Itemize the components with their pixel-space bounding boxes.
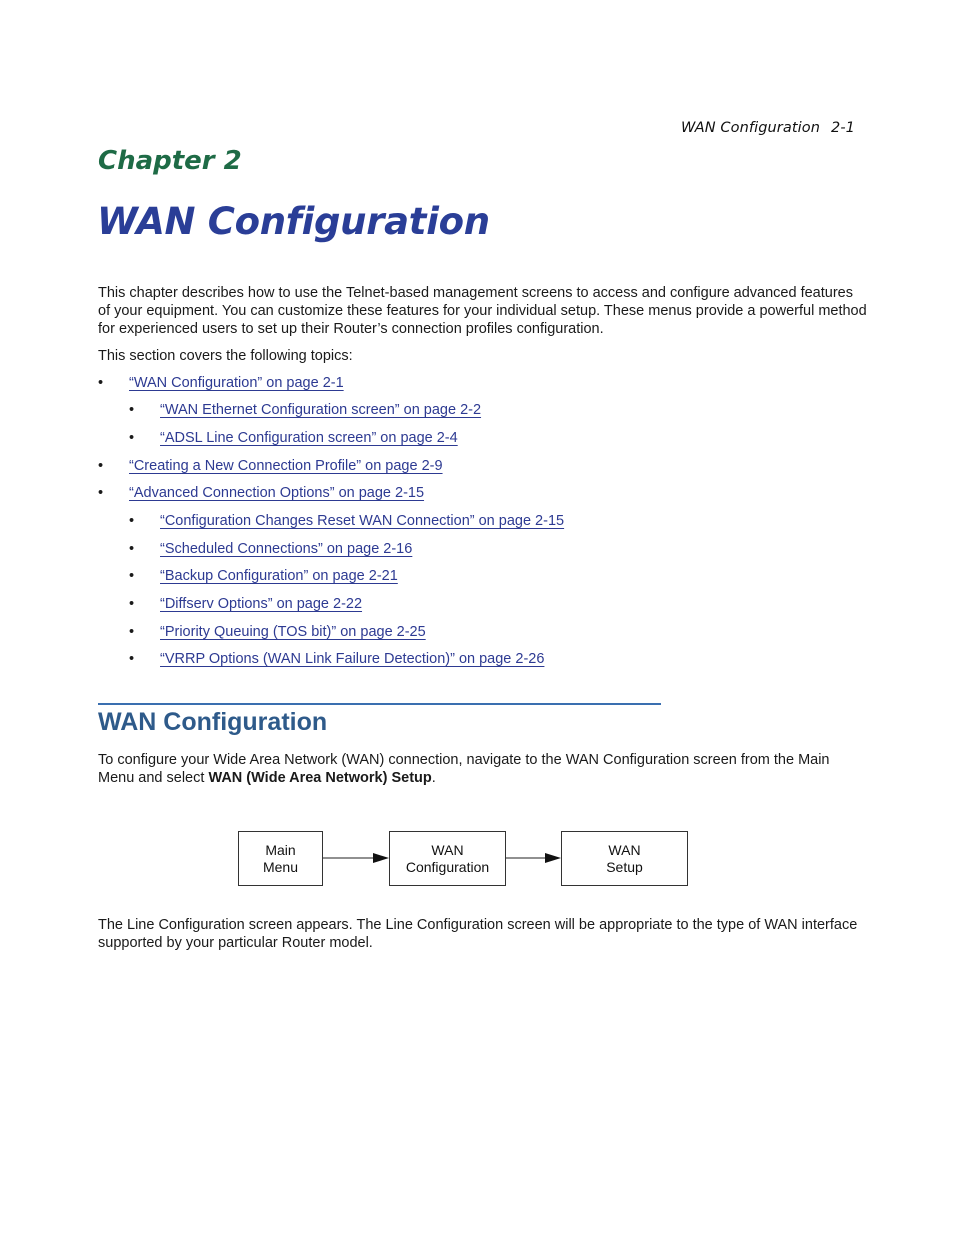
flow-box-line: WAN [608,841,641,858]
closing-paragraph: The Line Configuration screen appears. The Line Configuration screen will be appropriate to the type of WAN interface supported by your particular Router model. [98,917,858,951]
section-paragraph-end: . [431,770,436,786]
bullet: • [129,402,135,418]
running-head [681,120,855,136]
section-heading: WAN Configuration [98,708,328,736]
bullet: • [129,430,135,446]
bullet: • [129,596,135,612]
topic-link[interactable]: “Backup Configuration” on page 2-21 [160,568,398,584]
topic-link[interactable]: “WAN Ethernet Configuration screen” on page 2-2 [160,402,482,418]
bullet: • [129,541,135,557]
flow-arrow-1 [323,850,390,866]
bullet: • [129,651,135,667]
topic-link[interactable]: “Advanced Connection Options” on page 2-15 [129,485,425,501]
topic-link[interactable]: “Scheduled Connections” on page 2-16 [160,541,413,557]
bullet: • [129,624,135,640]
topics-intro: This section covers the following topics: [98,348,353,364]
topic-link[interactable]: “Priority Queuing (TOS bit)” on page 2-25 [160,624,426,640]
chapter-title: WAN Configuration [97,200,490,243]
chapter-label: Chapter 2 [98,146,242,176]
topic-link[interactable]: “Diffserv Options” on page 2-22 [160,596,363,612]
bullet: • [98,375,104,391]
section-paragraph [98,751,868,787]
flow-box-main-menu [238,831,323,886]
topic-link[interactable]: “ADSL Line Configuration screen” on page 2-4 [160,430,458,446]
topic-link[interactable]: “Configuration Changes Reset WAN Connection” on page 2-15 [160,513,565,529]
flow-box-wan-configuration [389,831,506,886]
running-head-title: WAN Configuration [680,120,821,136]
bullet: • [98,485,104,501]
topic-link[interactable]: “Creating a New Connection Profile” on page 2-9 [129,458,443,474]
flow-box-line: Setup [606,858,643,875]
section-divider [98,703,661,705]
section-paragraph-text: To configure your Wide Area Network (WAN) connection, navigate to the WAN Configuration screen from the Main Menu and select [98,752,830,786]
topic-link[interactable]: “VRRP Options (WAN Link Failure Detection)” on page 2-26 [160,651,545,667]
menu-path-bold: WAN (Wide Area Network) Setup [208,770,432,786]
topic-link[interactable]: “WAN Configuration” on page 2-1 [129,375,344,391]
flow-arrow-2 [506,850,562,866]
bullet: • [129,568,135,584]
flow-box-line: Main [265,841,296,858]
flow-box-wan-setup [561,831,688,886]
flow-box-line: Configuration [405,858,490,875]
flow-box-line: Menu [262,858,299,875]
bullet: • [129,513,135,529]
running-head-page-number: 2-1 [831,120,855,136]
bullet: • [98,458,104,474]
flow-box-line: WAN [431,841,464,858]
intro-paragraph: This chapter describes how to use the Telnet-based management screens to access and configure advanced features of your equipment. You can customize these features for your individual setup. These menus provide a powerful method for experienced users to set up their Router’s connection profiles configuration. [98,285,867,337]
